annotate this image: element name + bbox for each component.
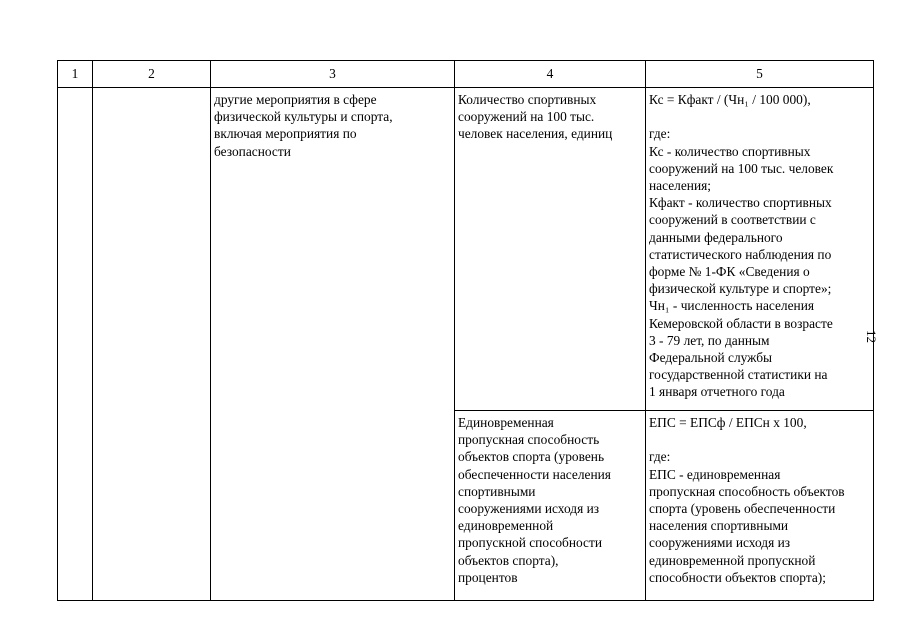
header-cell-4: 4: [455, 61, 646, 88]
header-cell-3: 3: [211, 61, 455, 88]
table-header-row: [58, 61, 874, 88]
document-table: [57, 60, 874, 601]
header-cell-1: 1: [58, 61, 93, 88]
row1-cell-2: [93, 88, 211, 601]
header-cell-2: 2: [93, 61, 211, 88]
row1-cell-5-formula: Кс = Кфакт / (Чн₁ / 100 000), где: Кс - количество спортивных сооружений на 100 тыс. человек населения; Кфакт - количество спортивных сооружений в соответствии с данными федерального статистического наблюдения по форме № 1-ФК «Сведения о физической культуре и спорте»; Чн₁ - численность населения Кемеровской области в возрасте 3 - 79 лет, по данным Федеральной службы государственной статистики на 1 января отчетного года: [646, 88, 874, 411]
row2-cell-5-formula: ЕПС = ЕПСф / ЕПСн х 100, где: ЕПС - единовременная пропускная способность объектов спорта (уровень обеспеченности населения спортивными сооружениями исходя из единовременной пропускной способности объектов спорта);: [646, 411, 874, 601]
header-cell-5: 5: [646, 61, 874, 88]
row2-cell-4-indicator: Единовременная пропускная способность объектов спорта (уровень обеспеченности населения спортивными сооружениями исходя из единовременной пропускной способности объектов спорта), процентов: [455, 411, 646, 601]
table-row: [58, 88, 874, 411]
row1-cell-4-indicator: Количество спортивных сооружений на 100 тыс. человек населения, единиц: [455, 88, 646, 411]
row1-cell-1: [58, 88, 93, 601]
page-number: 12: [864, 330, 879, 343]
row1-cell-3-activity: другие мероприятия в сфере физической культуры и спорта, включая мероприятия по безопасности: [211, 88, 455, 601]
